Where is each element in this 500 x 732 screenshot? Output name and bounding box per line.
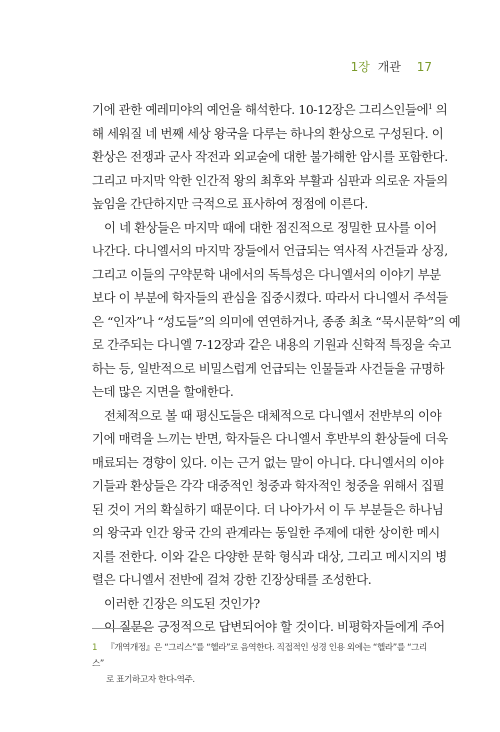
footnote-text-line1: 『개역개정』은 “그리스”를 “헬라”로 음역한다. 직접적인 성경 인용 외에는 “헬라”를 “그리스” [92, 643, 427, 669]
body-line-text: 기에 매력을 느끼는 반면, 학자들은 다니엘서 후반부의 환상들에 더욱 [92, 431, 448, 446]
body-line [92, 310, 461, 334]
body-line-text: 매료되는 경향이 있다. 이는 근거 없는 말이 아니다. 다니엘서의 이야 [92, 454, 444, 470]
body-line-text: 그리고 마지막 악한 인간적 왕의 최후와 부활과 심판과 의로운 자들의 [92, 172, 448, 188]
body-line [92, 333, 451, 357]
body-line-text: 렬은 다니엘서 전반에 걸쳐 강한 긴장상태를 조성한다. [92, 572, 372, 587]
chapter-label: 1장 [350, 60, 370, 74]
body-line-text: 이 질문은 긍정적으로 답변되어야 할 것이다. 비평학자들에게 주어 [104, 619, 445, 634]
body-line-text: 기에 관한 예레미야의 예언을 해석한다. 10-12장은 그리스인들에 [92, 102, 429, 117]
body-line [92, 521, 440, 545]
body-line [92, 592, 432, 616]
body-line-text: 보다 이 부분에 학자들의 관심을 집중시켰다. 따라서 다니엘서 주석들 [92, 290, 448, 305]
footnote-number: 1 [92, 643, 98, 653]
footnote-marker: 1 [428, 102, 433, 111]
body-line-text: 해 세워질 네 번째 세상 왕국을 다루는 하나의 환상으로 구성된다. 이 [92, 125, 444, 141]
body-line-tail: 의 [432, 102, 448, 117]
body-line [92, 122, 444, 146]
body-line-text: 전체적으로 볼 때 평신도들은 대체적으로 다니엘서 전반부의 이야 [104, 407, 442, 423]
body-line-text: 된 것이 거의 확실하기 때문이다. 더 나아가서 이 두 부분들은 하나님 [92, 501, 444, 517]
running-head [351, 58, 432, 75]
body-line [92, 357, 445, 381]
body-line-text: 로 간주되는 다니엘 7-12장과 같은 내용의 기원과 신학적 특징을 숙고 [92, 337, 451, 352]
body-line-text: 의 왕국과 인간 왕국 간의 관계라는 동일한 주제에 대한 상이한 메시 [92, 525, 440, 540]
body-line-text: 높임을 간단하지만 극적으로 표사하여 정점에 이른다. [92, 196, 368, 211]
footnote-divider [92, 628, 152, 629]
body-line-text: 이러한 긴장은 의도된 것인가? [104, 595, 260, 611]
body-line [92, 474, 445, 498]
body-line [92, 380, 432, 404]
body-line [92, 98, 448, 122]
body-line [92, 192, 432, 216]
body-line-text: 는데 많은 지면을 할애한다. [92, 384, 234, 399]
body-line [92, 216, 437, 240]
body-line [92, 615, 445, 639]
footnote [92, 640, 432, 688]
chapter-title: 개관 [377, 60, 401, 74]
body-line-text: 환상은 전쟁과 군사 작전과 외교술에 대한 불가해한 암시를 포함한다. [92, 149, 448, 164]
body-text [92, 98, 461, 639]
body-line [92, 145, 448, 169]
body-line-text: 나간다. 다니엘서의 마지막 장들에서 언급되는 역사적 사건들과 상징, [92, 243, 448, 258]
footnote-text-line2: 로 표기하고자 한다-역주. [106, 675, 195, 685]
body-line [92, 286, 448, 310]
body-line [92, 427, 448, 451]
body-line-text: 이 네 환상들은 마지막 때에 대한 점진적으로 정밀한 묘사를 이어 [104, 219, 437, 235]
page-number: 17 [416, 60, 432, 74]
body-line [92, 498, 444, 522]
body-line-text: 기들과 환상들은 각각 대중적인 청중과 학자적인 청중을 위해서 집필 [92, 478, 445, 493]
body-line-text: 하는 등, 일반적으로 비밀스럽게 언급되는 인물들과 사건들을 규명하 [92, 360, 445, 376]
body-line [92, 239, 448, 263]
body-line [92, 263, 441, 287]
body-line-text: 은 “인자”나 “성도들”의 의미에 연연하거나, 종종 최초 “묵시문학”의 예 [92, 313, 461, 329]
body-line [92, 451, 444, 475]
body-line [92, 404, 442, 428]
body-line [92, 169, 448, 193]
body-line [92, 545, 447, 569]
body-line-text: 지를 전한다. 이와 같은 다양한 문학 형식과 대상, 그리고 메시지의 병 [92, 548, 447, 564]
body-line [92, 568, 432, 592]
body-line-text: 그리고 이들의 구약문학 내에서의 독특성은 다니엘서의 이야기 부분 [92, 266, 441, 282]
